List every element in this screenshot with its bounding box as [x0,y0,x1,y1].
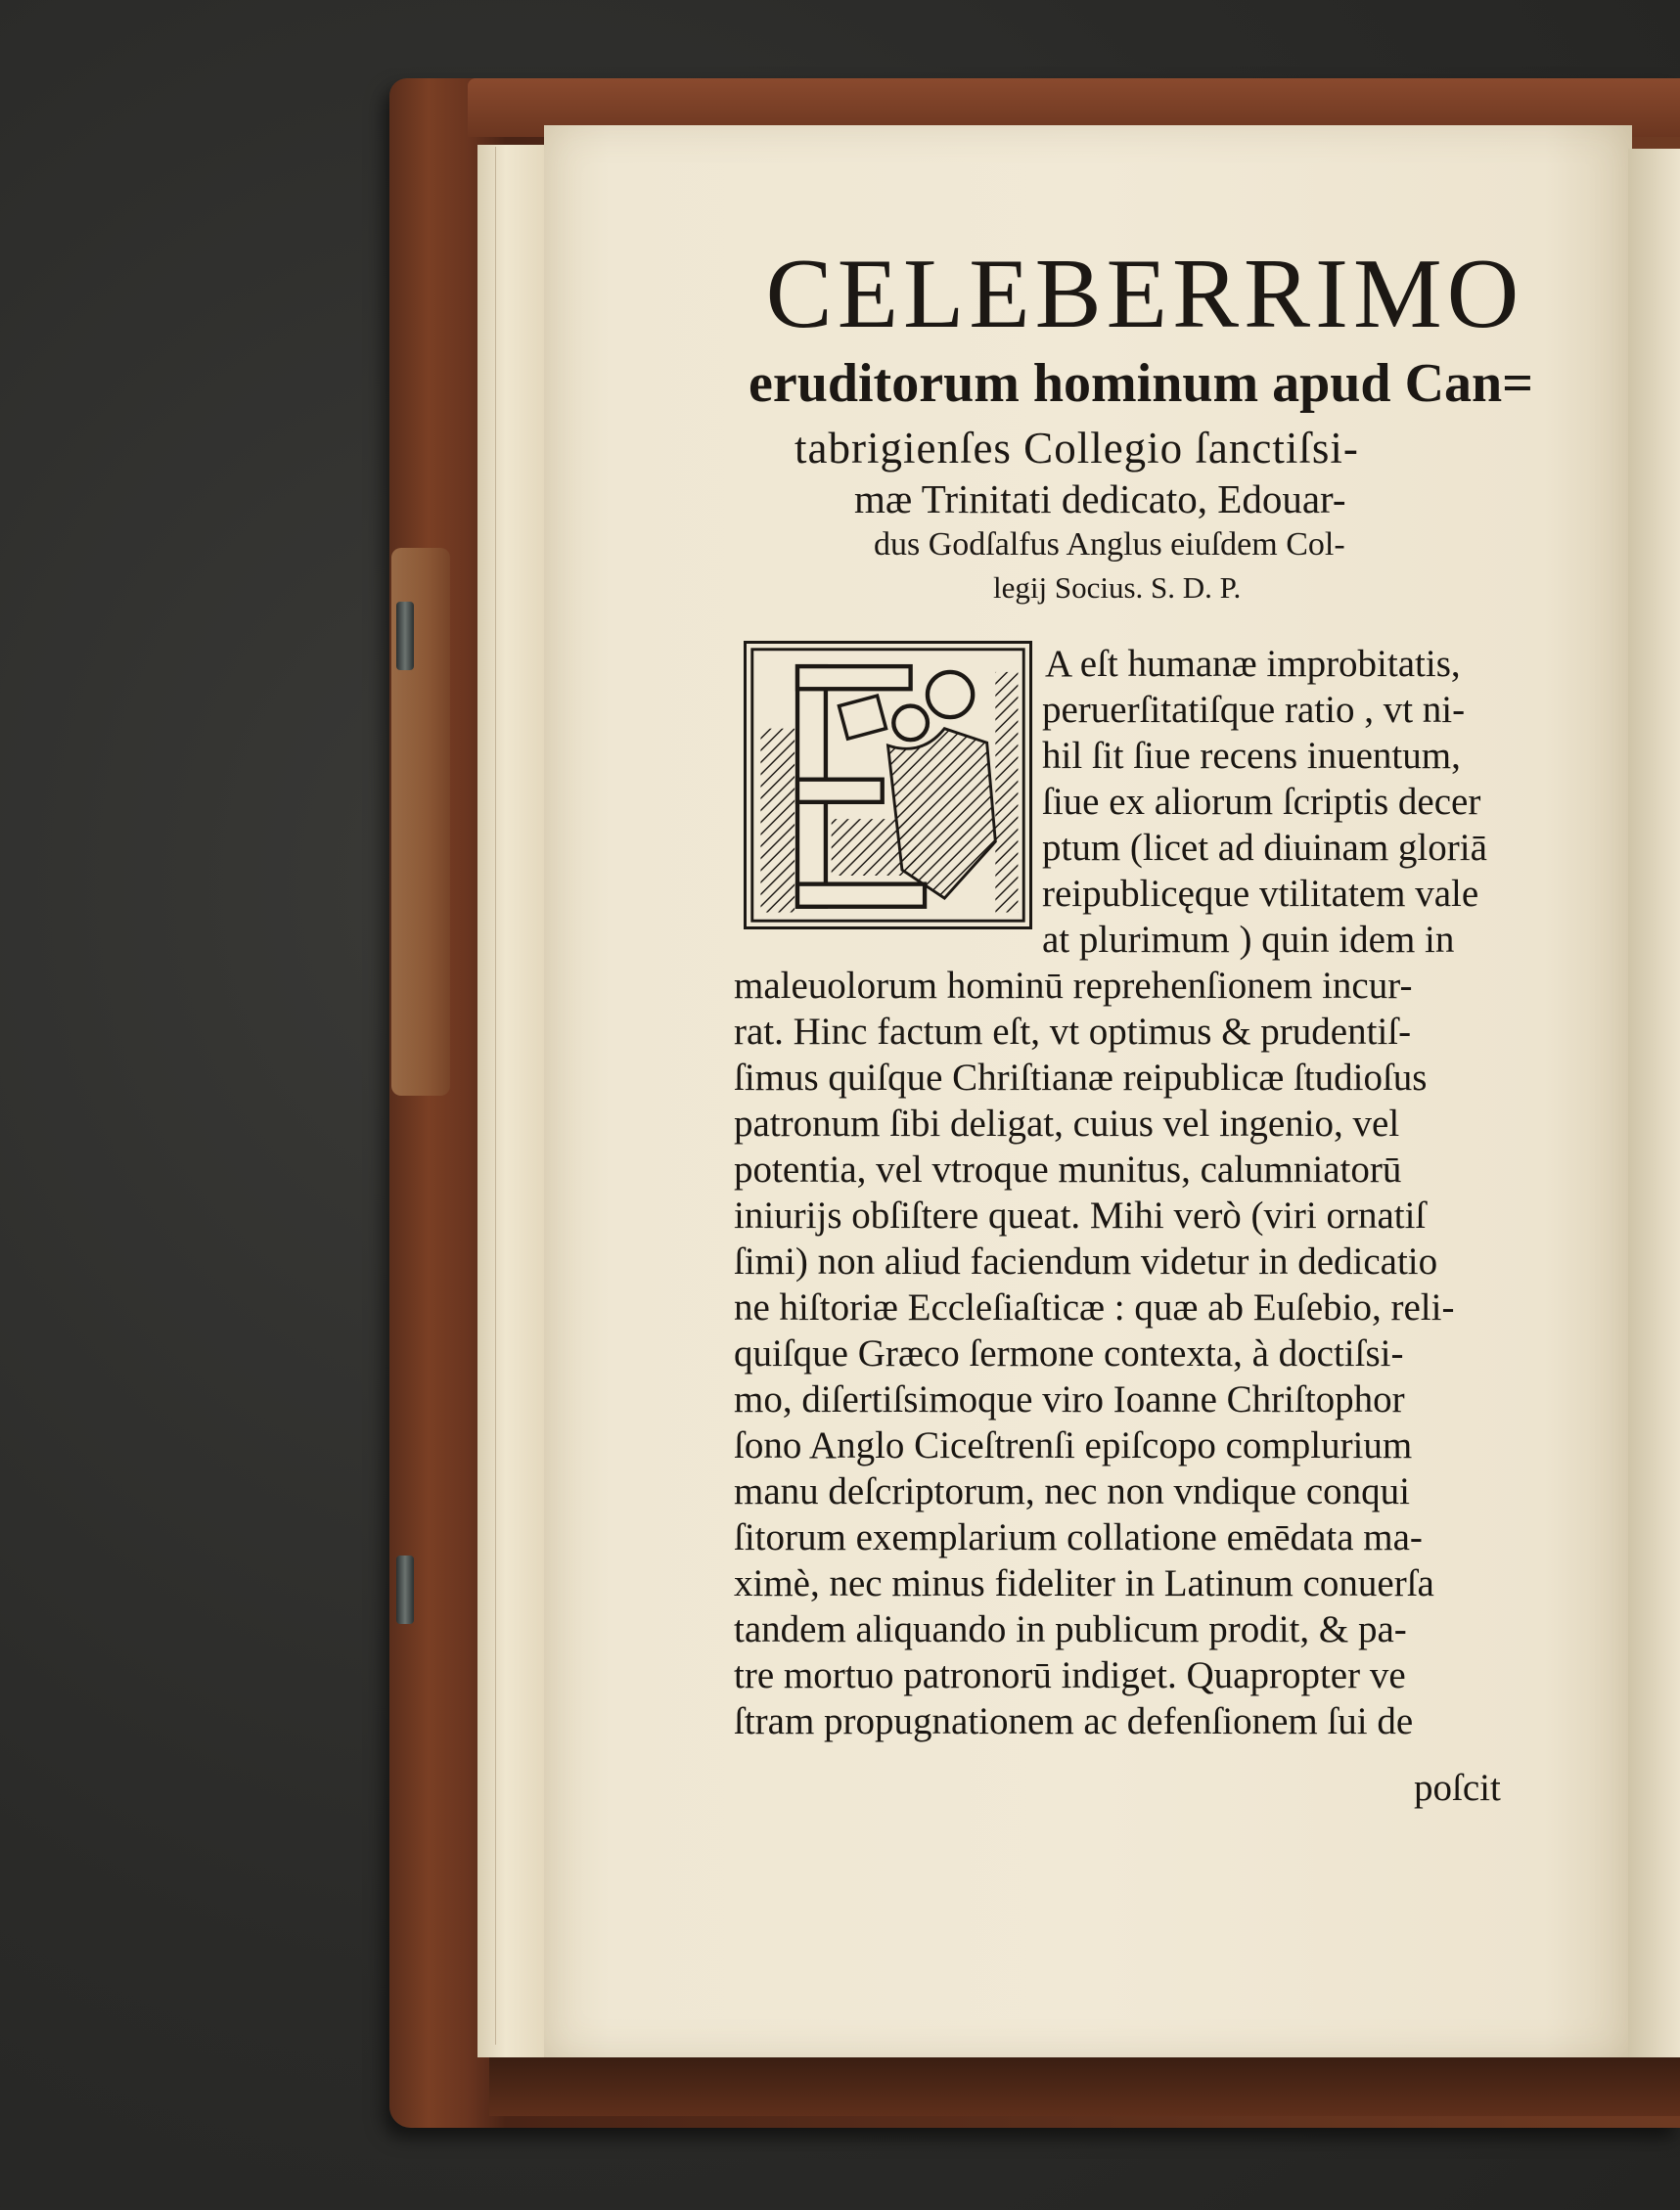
body-line-2: peruerſitatiſque ratio , vt ni- [1042,689,1466,731]
body-line-4: ſiue ex aliorum ſcriptis decer [1042,781,1481,823]
woodcut-initial [744,641,1032,929]
body-line-19: manu deſcriptorum, nec non vndique conqui [734,1470,1410,1512]
body-line-18: ſono Anglo Ciceſtrenſi epiſcopo complurium [734,1424,1413,1466]
body-line-15: ne hiſtoriæ Eccleſiaſticæ : quæ ab Euſebio, reli- [734,1286,1455,1329]
body-line-24: ſtram propugnationem ac defenſionem ſui de [734,1700,1414,1742]
body-line-9: rat. Hinc factum eſt, vt optimus & prudentiſ- [734,1011,1412,1053]
body-line-17: mo, diſertiſsimoque viro Ioanne Chriſtophor [734,1378,1405,1421]
heading-line-2: tabrigienſes Collegio ſanctiſsi- [795,424,1359,473]
binding-clasp-top [396,602,414,670]
body-line-1: A eſt humanæ improbitatis, [1045,643,1461,685]
body-line-21: ximè, nec minus fideliter in Latinum conuerſa [734,1562,1434,1604]
body-line-3: hil ſit ſiue recens inuentum, [1042,735,1461,777]
body-line-11: patronum ſibi deligat, cuius vel ingenio, vel [734,1103,1400,1145]
body-line-23: tre mortuo patronorū indiget. Quapropter ve [734,1654,1406,1696]
book-bottom-edge [489,2057,1680,2116]
heading-line-3: mæ Trinitati dedicato, Edouar- [854,476,1346,521]
page-title: CELEBERRIMO [765,239,1524,349]
flyleaf-fold [495,147,496,2045]
woodcut-illustration-icon [747,644,1029,926]
body-line-13: iniurijs obſiſtere queat. Mihi verò (viri ornatiſ [734,1195,1427,1237]
facing-page-edge [1628,149,1680,2066]
body-line-22: tandem aliquando in publicum prodit, & pa- [734,1608,1407,1650]
body-line-7: at plurimum ) quin idem in [1042,919,1455,961]
body-line-10: ſimus quiſque Chriſtianæ reipublicæ ſtudioſus [734,1057,1428,1099]
page-edges [477,145,549,2057]
body-line-12: potentia, vel vtroque munitus, calumniatorū [734,1149,1402,1191]
binding-clasp-bottom [396,1556,414,1624]
body-line-20: ſitorum exemplarium collatione emēdata ma- [734,1516,1423,1558]
heading-line-1: eruditorum hominum apud Can= [749,353,1534,414]
body-line-8: maleuolorum hominū reprehenſionem incur- [734,965,1413,1007]
body-line-5: ptum (licet ad diuinam gloriā [1042,827,1487,869]
heading-line-5: legij Socius. S. D. P. [993,570,1242,605]
catchword: poſcit [1414,1767,1501,1809]
body-line-16: quiſque Græco ſermone contexta, à doctiſsi- [734,1332,1404,1375]
body-line-14: ſimi) non aliud faciendum videtur in dedicatio [734,1240,1438,1283]
heading-line-4: dus Godſalfus Anglus eiuſdem Col- [874,526,1345,563]
body-line-6: reipublicęque vtilitatem vale [1042,873,1479,915]
